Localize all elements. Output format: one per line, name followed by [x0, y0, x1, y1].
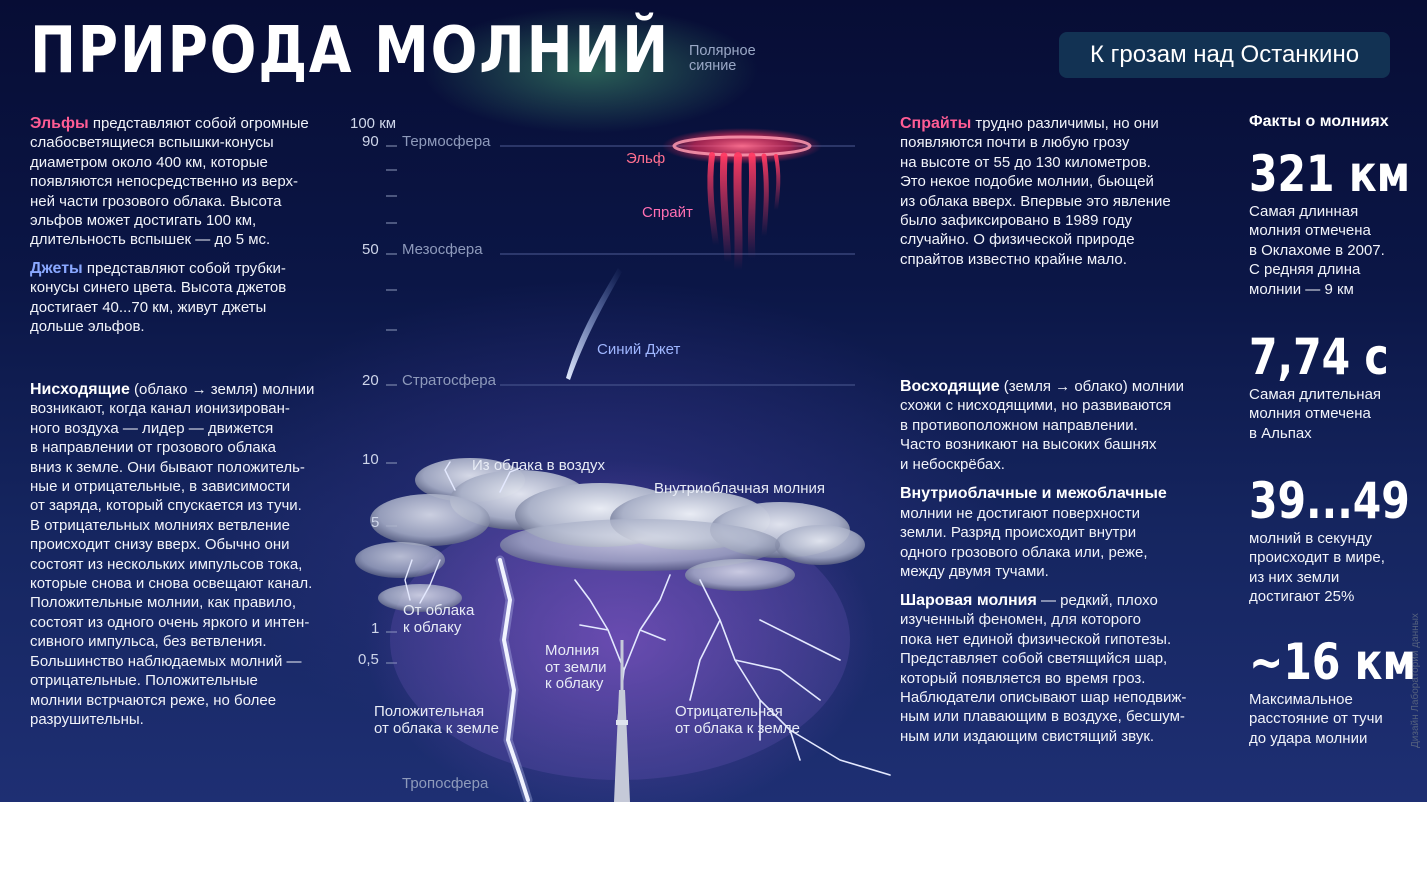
scale-0-5: 0,5: [358, 651, 379, 668]
scale-50: 50: [362, 241, 379, 258]
ascending-description: Восходящие (земля → облако) молнии схожи с нисходящими, но развиваются в противоположном направлении. Часто возникают на высоких башнях и небоскрёбах.: [900, 378, 1185, 473]
ground-to-cloud-label: Молния от земли к облаку: [545, 642, 607, 692]
fact-big-number: 7,74 с: [1249, 328, 1389, 386]
fact-big-number: 321 км: [1249, 145, 1411, 203]
intracloud-section: [900, 484, 1167, 582]
fact-longest: [1249, 146, 1427, 299]
negative-bolt-label: Отрицательная от облака к земле: [675, 703, 800, 737]
intracloud-description: молнии не достигают поверхности земли. Разряд происходит внутри одного грозового облака или, реже, между двумя тучами.: [900, 505, 1148, 581]
elves-description: Эльфы представляют собой огромные слабосветящиеся вспышки-конусы диаметром около 400 км, которые появляются непосредственно из верх- ней части грозового облака. Высота эльфов может достигать 100 км, длительность вспышек — до 5 мс.: [30, 115, 309, 249]
blue-jet-label: Синий Джет: [597, 341, 681, 358]
scale-100km: 100 км: [350, 115, 397, 132]
intracloud-label: Внутриоблачная молния: [654, 480, 825, 497]
fact-text: Самая длинная молния отмечена в Оклахоме в 2007. С редняя длина молнии — 9 км: [1249, 203, 1385, 298]
elves-term: Эльфы: [30, 115, 89, 132]
page-title: ПРИРОДА МОЛНИЙ: [30, 14, 670, 88]
ostankino-storms-badge[interactable]: К грозам над Останкино: [1059, 32, 1390, 78]
cloud-to-air-label: Из облака в воздух: [472, 457, 605, 474]
layer-mesosphere: Мезосфера: [402, 241, 483, 258]
scale-10: 10: [362, 451, 379, 468]
fact-per-second: [1249, 473, 1427, 607]
ascending-term: Восходящие: [900, 378, 1000, 395]
aurora-label: Полярное сияние: [689, 43, 756, 74]
elf-label: Эльф: [626, 150, 666, 167]
intracloud-heading: Внутриоблачные и межоблачные: [900, 485, 1167, 502]
positive-bolt-label: Положительная от облака к земле: [374, 703, 499, 737]
fact-text: молний в секунду происходит в мире, из них земли достигают 25%: [1249, 530, 1385, 606]
design-credit: Дизайн Лаборатории данных: [1410, 613, 1421, 748]
sprite-label: Спрайт: [642, 204, 693, 221]
fact-big-number: 39...49: [1249, 472, 1410, 530]
sprites-term: Спрайты: [900, 115, 972, 132]
layer-thermosphere: Термосфера: [402, 133, 491, 150]
descending-term: Нисходящие: [30, 381, 130, 398]
fact-big-number: ~16 км: [1249, 633, 1417, 691]
layer-stratosphere: Стратосфера: [402, 372, 496, 389]
scale-ticks: [386, 146, 397, 663]
scale-5: 5: [371, 514, 380, 531]
ball-lightning-term: Шаровая молния: [900, 592, 1037, 609]
fact-text: Самая длительная молния отмечена в Альпах: [1249, 386, 1382, 442]
jets-term: Джеты: [30, 260, 83, 277]
elf-glow: [662, 128, 822, 164]
layer-troposphere: Тропосфера: [402, 775, 489, 792]
cloud-to-cloud-label: От облака к облаку: [403, 602, 475, 636]
sprite-tendrils: [710, 155, 778, 270]
jets-description: Джеты представляют собой трубки- конусы синего цвета. Высота джетов достигает 40...70 км, живут джеты дольше эльфов.: [30, 260, 287, 336]
sprites-description: Спрайты трудно различимы, но они появляются почти в любую грозу на высоте от 55 до 130 километров. Это некое подобие молнии, бьющей из облака вверх. Впервые это явление было зафиксировано в 1989 году случайно. О физической природе спрайтов известно крайне мало.: [900, 115, 1171, 268]
descending-description: Нисходящие (облако → земля) молнии возникают, когда канал ионизирован- ного воздуха — лидер — движется в направлении от грозового облака вниз к земле. Они бывают положитель- ные и отрицательные, в зависимости от заряда, который спускается из тучи. В отрицательных молниях ветвление происходит снизу вверх. Обычно они состоят из нескольких импульсов тока, которые снова и снова освещают канал. Положительные молнии, как правило, состоят из одного очень яркого и интен- сивного импульса, без ветвления. Большинство наблюдаемых молний — отрицательные. Положительные молнии встрчаются реже, но более разрушительны.: [30, 381, 315, 728]
facts-title: Факты о молниях: [1249, 113, 1389, 130]
fact-longest-duration: [1249, 329, 1419, 443]
scale-20: 20: [362, 372, 379, 389]
scale-90: 90: [362, 133, 379, 150]
scale-1: 1: [371, 620, 380, 637]
blue-jet: [566, 268, 622, 380]
fact-max-distance: [1249, 634, 1427, 748]
fact-text: Максимальное расстояние от тучи до удара молнии: [1249, 691, 1383, 747]
ball-lightning-description: Шаровая молния — редкий, плохо изученный феномен, для которого пока нет единой физической гипотезы. Представляет собой светящийся шар, который появляется во время гроз. Наблюдатели описывают шар неподвиж- ным или плавающим в воздухе, бесшум- ным или издающим свистящий звук.: [900, 592, 1187, 745]
